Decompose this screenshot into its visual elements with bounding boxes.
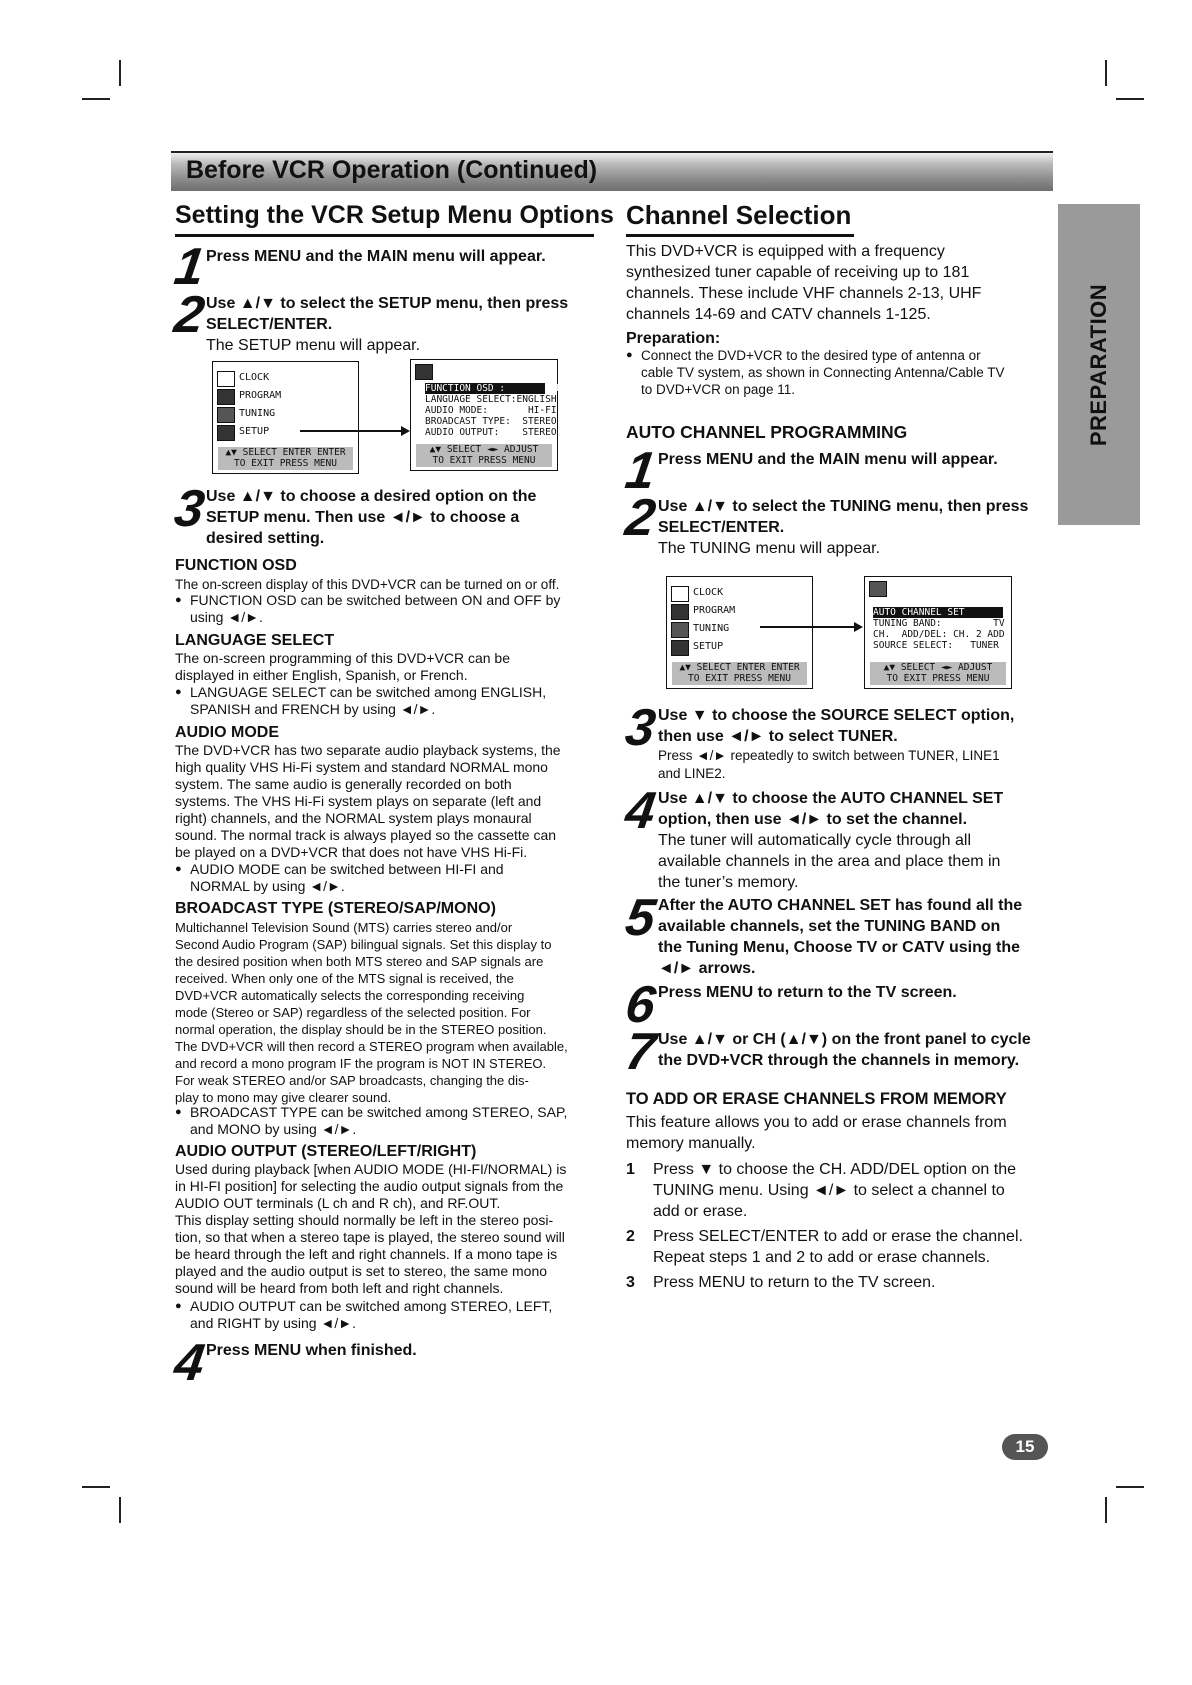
tuning-icon [217, 407, 235, 423]
erase-intro [626, 1112, 1007, 1154]
step-text: desired setting. [206, 530, 325, 547]
step-note: Press ◄/► repeatedly to switch between TUNER, LINE1 [658, 748, 1000, 763]
list-line: TUNING menu. Using ◄/► to select a channel to [653, 1182, 1005, 1199]
step-text: ◄/► arrows. [658, 960, 756, 977]
step-text: option, then use ◄/► to set the channel. [658, 811, 968, 828]
menu-item: TUNING [239, 408, 276, 419]
tuning-menu-diagram [864, 576, 1012, 689]
channel-intro [626, 241, 981, 325]
broadcast-bullet [175, 1104, 567, 1138]
left-heading-rule [175, 234, 594, 237]
menu-item: SETUP [239, 426, 270, 437]
paragraph-line: play to mono may give clearer sound. [175, 1090, 392, 1105]
bullet-line: NORMAL by using ◄/►. [190, 878, 345, 894]
menu-footer-line: ▲▼ SELECT ◄► ADJUST [429, 444, 539, 455]
function-osd-title: FUNCTION OSD [175, 557, 297, 574]
step-text: Use ▲/▼ to choose a desired option on the [206, 488, 537, 505]
paragraph-line: The DVD+VCR will then record a STEREO program when available, [175, 1039, 568, 1054]
crop-mark [1105, 1497, 1107, 1523]
menu-arrow [760, 626, 861, 628]
program-icon [217, 389, 235, 405]
program-icon [671, 604, 689, 620]
audio-output-text [175, 1161, 566, 1297]
right-heading-rule [626, 234, 854, 237]
tuning-menu-line: AUTO CHANNEL SET [873, 607, 1005, 618]
tuning-menu-line: CH. ADD/DEL: CH. 2 ADD [873, 629, 1005, 640]
paragraph-line: high quality VHS Hi-Fi system and standard NORMAL mono [175, 759, 548, 775]
step-text: After the AUTO CHANNEL SET has found all the [658, 897, 1023, 914]
menu-item: PROGRAM [239, 390, 282, 401]
audio-output-bullet [175, 1298, 552, 1332]
main-menu-diagram [212, 361, 359, 474]
menu-arrow [300, 430, 408, 432]
step-text: Use ▼ to choose the SOURCE SELECT option, [658, 707, 1015, 724]
list-number: 3 [626, 1274, 635, 1291]
crop-mark [1116, 1486, 1144, 1488]
crop-mark [119, 1497, 121, 1523]
audio-mode-text [175, 742, 561, 861]
paragraph-line: The DVD+VCR has two separate audio playback systems, the [175, 742, 561, 758]
menu-item: PROGRAM [693, 605, 736, 616]
crop-mark [1105, 60, 1107, 86]
bullet-line: ● FUNCTION OSD can be switched between ON and OFF by [190, 592, 561, 608]
crop-mark [82, 1486, 110, 1488]
side-tab-label: PREPARATION [1086, 283, 1111, 446]
bullet-line: using ◄/►. [190, 609, 263, 625]
paragraph-line: and record a mono program IF the program is NOT IN STEREO. [175, 1056, 547, 1071]
bullet-line: to DVD+VCR on page 11. [641, 382, 795, 397]
paragraph-line: Second Audio Program (SAP) bilingual signals. Set this display to [175, 937, 552, 952]
menu-footer [218, 447, 353, 470]
tuning-icon [869, 581, 887, 597]
list-number: 2 [626, 1228, 635, 1245]
step-text: Press MENU and the MAIN menu will appear. [658, 451, 998, 468]
menu-item: TUNING [693, 623, 730, 634]
language-text [175, 650, 510, 684]
list-line: Press MENU to return to the TV screen. [653, 1274, 936, 1291]
step-text: Press MENU and the MAIN menu will appear. [206, 248, 546, 265]
step-text: Press MENU when finished. [206, 1342, 417, 1359]
list-text [653, 1159, 1053, 1222]
menu-footer-line: ▲▼ SELECT ENTER ENTER [225, 447, 346, 458]
step-number: 1 [170, 238, 208, 296]
paragraph-line: sound. The normal track is always played so the cassette can [175, 827, 557, 843]
step-text: available channels, set the TUNING BAND on [658, 918, 1001, 935]
step-text: Use ▲/▼ to select the SETUP menu, then press [206, 295, 569, 312]
setup-menu-line: AUDIO MODE: HI-FI [425, 405, 557, 416]
erase-title: TO ADD OR ERASE CHANNELS FROM MEMORY [626, 1090, 1007, 1108]
paragraph-line: memory manually. [626, 1135, 756, 1152]
paragraph-line: system. The same audio is generally recorded on both [175, 776, 512, 792]
audio-mode-title: AUDIO MODE [175, 724, 279, 741]
step-text: then use ◄/► to select TUNER. [658, 728, 898, 745]
preparation-title: Preparation: [626, 330, 721, 347]
bullet-line: SPANISH and FRENCH by using ◄/►. [190, 701, 436, 717]
bullet-line: ● AUDIO MODE can be switched between HI-FI and [190, 861, 504, 877]
menu-footer-line: TO EXIT PRESS MENU [432, 455, 536, 466]
menu-footer [870, 662, 1006, 685]
step-note: the tuner’s memory. [658, 874, 799, 891]
paragraph-line: AUDIO OUT terminals (L ch and R ch), and RF.OUT. [175, 1195, 501, 1211]
function-osd-bullet [175, 592, 560, 626]
list-line: Repeat steps 1 and 2 to add or erase channels. [653, 1249, 991, 1266]
broadcast-title: BROADCAST TYPE (STEREO/SAP/MONO) [175, 900, 496, 917]
audio-mode-bullet [175, 861, 504, 895]
step-number: 3 [170, 480, 208, 538]
paragraph-line: channels 14-69 and CATV channels 1-125. [626, 306, 931, 323]
step-number: 2 [170, 286, 208, 344]
setup-menu-line: AUDIO OUTPUT: STEREO [425, 427, 557, 438]
step-text: Use ▲/▼ to choose the AUTO CHANNEL SET [658, 790, 1004, 807]
menu-footer [416, 444, 552, 467]
step-text: SELECT/ENTER. [206, 316, 333, 333]
menu-footer [672, 662, 807, 685]
paragraph-line: systems. The VHS Hi-Fi system plays on separate (left and [175, 793, 542, 809]
broadcast-text [175, 919, 568, 1106]
paragraph-line: mode (Stereo or SAP) regardless of the selected position. For [175, 1005, 531, 1020]
step-text: Use ▲/▼ or CH (▲/▼) on the front panel to cycle [658, 1031, 1031, 1048]
step-number: 4 [170, 1334, 208, 1392]
page-number: 15 [1002, 1434, 1048, 1460]
paragraph-line: be heard through the left and right channels. If a mono tape is [175, 1246, 558, 1262]
section-banner [171, 151, 1053, 191]
menu-footer-line: TO EXIT PRESS MENU [234, 458, 337, 469]
step-note: and LINE2. [658, 766, 726, 781]
paragraph-line: right) channels, and the NORMAL system plays monaural [175, 810, 532, 826]
list-text [653, 1272, 1053, 1293]
menu-item: CLOCK [693, 587, 724, 598]
paragraph-line: For weak STEREO and/or SAP broadcasts, changing the dis- [175, 1073, 529, 1088]
paragraph-line: played and the audio output is set to stereo, the same mono [175, 1263, 548, 1279]
clock-icon [671, 586, 689, 602]
paragraph-line: The on-screen programming of this DVD+VCR can be [175, 650, 510, 666]
step-text: the DVD+VCR through the channels in memory. [658, 1052, 1020, 1069]
step-number: 1 [621, 442, 659, 500]
clock-icon [217, 371, 235, 387]
auto-channel-title: AUTO CHANNEL PROGRAMMING [626, 422, 908, 442]
paragraph-line: Multichannel Television Sound (MTS) carries stereo and/or [175, 920, 513, 935]
step-number: 4 [621, 782, 659, 840]
menu-item: SETUP [693, 641, 724, 652]
crop-mark [119, 60, 121, 86]
right-heading: Channel Selection [626, 200, 852, 230]
step-number: 3 [621, 699, 659, 757]
language-title: LANGUAGE SELECT [175, 632, 335, 649]
step-text: Press MENU to return to the TV screen. [658, 984, 957, 1001]
step-note: The TUNING menu will appear. [658, 540, 881, 557]
tuning-icon [671, 622, 689, 638]
audio-output-title: AUDIO OUTPUT (STEREO/LEFT/RIGHT) [175, 1143, 477, 1160]
bullet-line: and RIGHT by using ◄/►. [190, 1315, 356, 1331]
setup-menu-line: FUNCTION OSD : ON [425, 383, 563, 394]
paragraph-line: the desired position when both MTS stereo and SAP signals are [175, 954, 544, 969]
step-number: 6 [621, 976, 659, 1034]
setup-menu-line: BROADCAST TYPE: STEREO [425, 416, 557, 427]
step-note: The SETUP menu will appear. [206, 337, 421, 354]
main-menu-diagram [666, 576, 813, 689]
paragraph-line: tion, so that when a stereo tape is played, the stereo sound will [175, 1229, 565, 1245]
list-text [653, 1226, 1053, 1268]
list-line: add or erase. [653, 1203, 748, 1220]
paragraph-line: This DVD+VCR is equipped with a frequency [626, 243, 945, 260]
setup-menu-diagram [410, 359, 563, 471]
crop-mark [1116, 98, 1144, 100]
paragraph-line: Used during playback [when AUDIO MODE (HI-FI/NORMAL) is [175, 1161, 567, 1177]
menu-footer-line: ▲▼ SELECT ENTER ENTER [679, 662, 800, 673]
paragraph-line: in HI-FI position] for selecting the audio output signals from the [175, 1178, 564, 1194]
step-note: The tuner will automatically cycle through all [658, 832, 972, 849]
list-line: Press ▼ to choose the CH. ADD/DEL option on the [653, 1161, 1016, 1178]
setup-icon [415, 364, 433, 380]
paragraph-line: be played on a DVD+VCR that does not have VHS Hi-Fi. [175, 844, 528, 860]
setup-icon [671, 640, 689, 656]
step-number: 5 [621, 889, 659, 947]
bullet-line: ● Connect the DVD+VCR to the desired type of antenna or [641, 348, 981, 363]
step-text: SETUP menu. Then use ◄/► to choose a [206, 509, 520, 526]
step-text: SELECT/ENTER. [658, 519, 785, 536]
bullet-line: ● AUDIO OUTPUT can be switched among STEREO, LEFT, [190, 1298, 553, 1314]
paragraph-line: displayed in either English, Spanish, or French. [175, 667, 468, 683]
step-number: 7 [621, 1023, 659, 1081]
menu-footer-line: ▲▼ SELECT ◄► ADJUST [883, 662, 993, 673]
tuning-menu-line: SOURCE SELECT: TUNER [873, 640, 999, 651]
paragraph-line: DVD+VCR automatically selects the corresponding receiving [175, 988, 525, 1003]
paragraph-line: This display setting should normally be left in the stereo posi- [175, 1212, 554, 1228]
menu-footer-line: TO EXIT PRESS MENU [886, 673, 990, 684]
menu-item: CLOCK [239, 372, 270, 383]
paragraph-line: received. When only one of the MTS signal is received, the [175, 971, 514, 986]
paragraph-line: channels. These include VHF channels 2-13, UHF [626, 285, 982, 302]
bullet-line: and MONO by using ◄/►. [190, 1121, 357, 1137]
step-number: 2 [621, 489, 659, 547]
step-text: the Tuning Menu, Choose TV or CATV using the [658, 939, 1021, 956]
step-note: available channels in the area and place them in [658, 853, 1001, 870]
tuning-menu-line: TUNING BAND: TV [873, 618, 1005, 629]
function-osd-text: The on-screen display of this DVD+VCR can be turned on or off. [175, 577, 560, 592]
setup-menu-line: LANGUAGE SELECT:ENGLISH [425, 394, 557, 405]
step-text: Use ▲/▼ to select the TUNING menu, then press [658, 498, 1029, 515]
preparation-bullet [626, 347, 1004, 398]
setup-icon [217, 425, 235, 441]
paragraph-line: synthesized tuner capable of receiving up to 181 [626, 264, 970, 281]
paragraph-line: This feature allows you to add or erase channels from [626, 1114, 1007, 1131]
left-heading: Setting the VCR Setup Menu Options [175, 201, 614, 229]
bullet-line: ● LANGUAGE SELECT can be switched among ENGLISH, [190, 684, 547, 700]
list-number: 1 [626, 1161, 635, 1178]
banner-title: Before VCR Operation (Continued) [186, 156, 598, 184]
list-line: Press SELECT/ENTER to add or erase the channel. [653, 1228, 1023, 1245]
bullet-line: cable TV system, as shown in Connecting Antenna/Cable TV [641, 365, 1005, 380]
language-bullet [175, 684, 546, 718]
crop-mark [82, 98, 110, 100]
paragraph-line: normal operation, the display should be in the STEREO position. [175, 1022, 547, 1037]
paragraph-line: sound will be heard from both left and right channels. [175, 1280, 504, 1296]
bullet-line: ● BROADCAST TYPE can be switched among STEREO, SAP, [190, 1104, 568, 1120]
menu-footer-line: TO EXIT PRESS MENU [688, 673, 791, 684]
side-tab [1058, 204, 1140, 525]
